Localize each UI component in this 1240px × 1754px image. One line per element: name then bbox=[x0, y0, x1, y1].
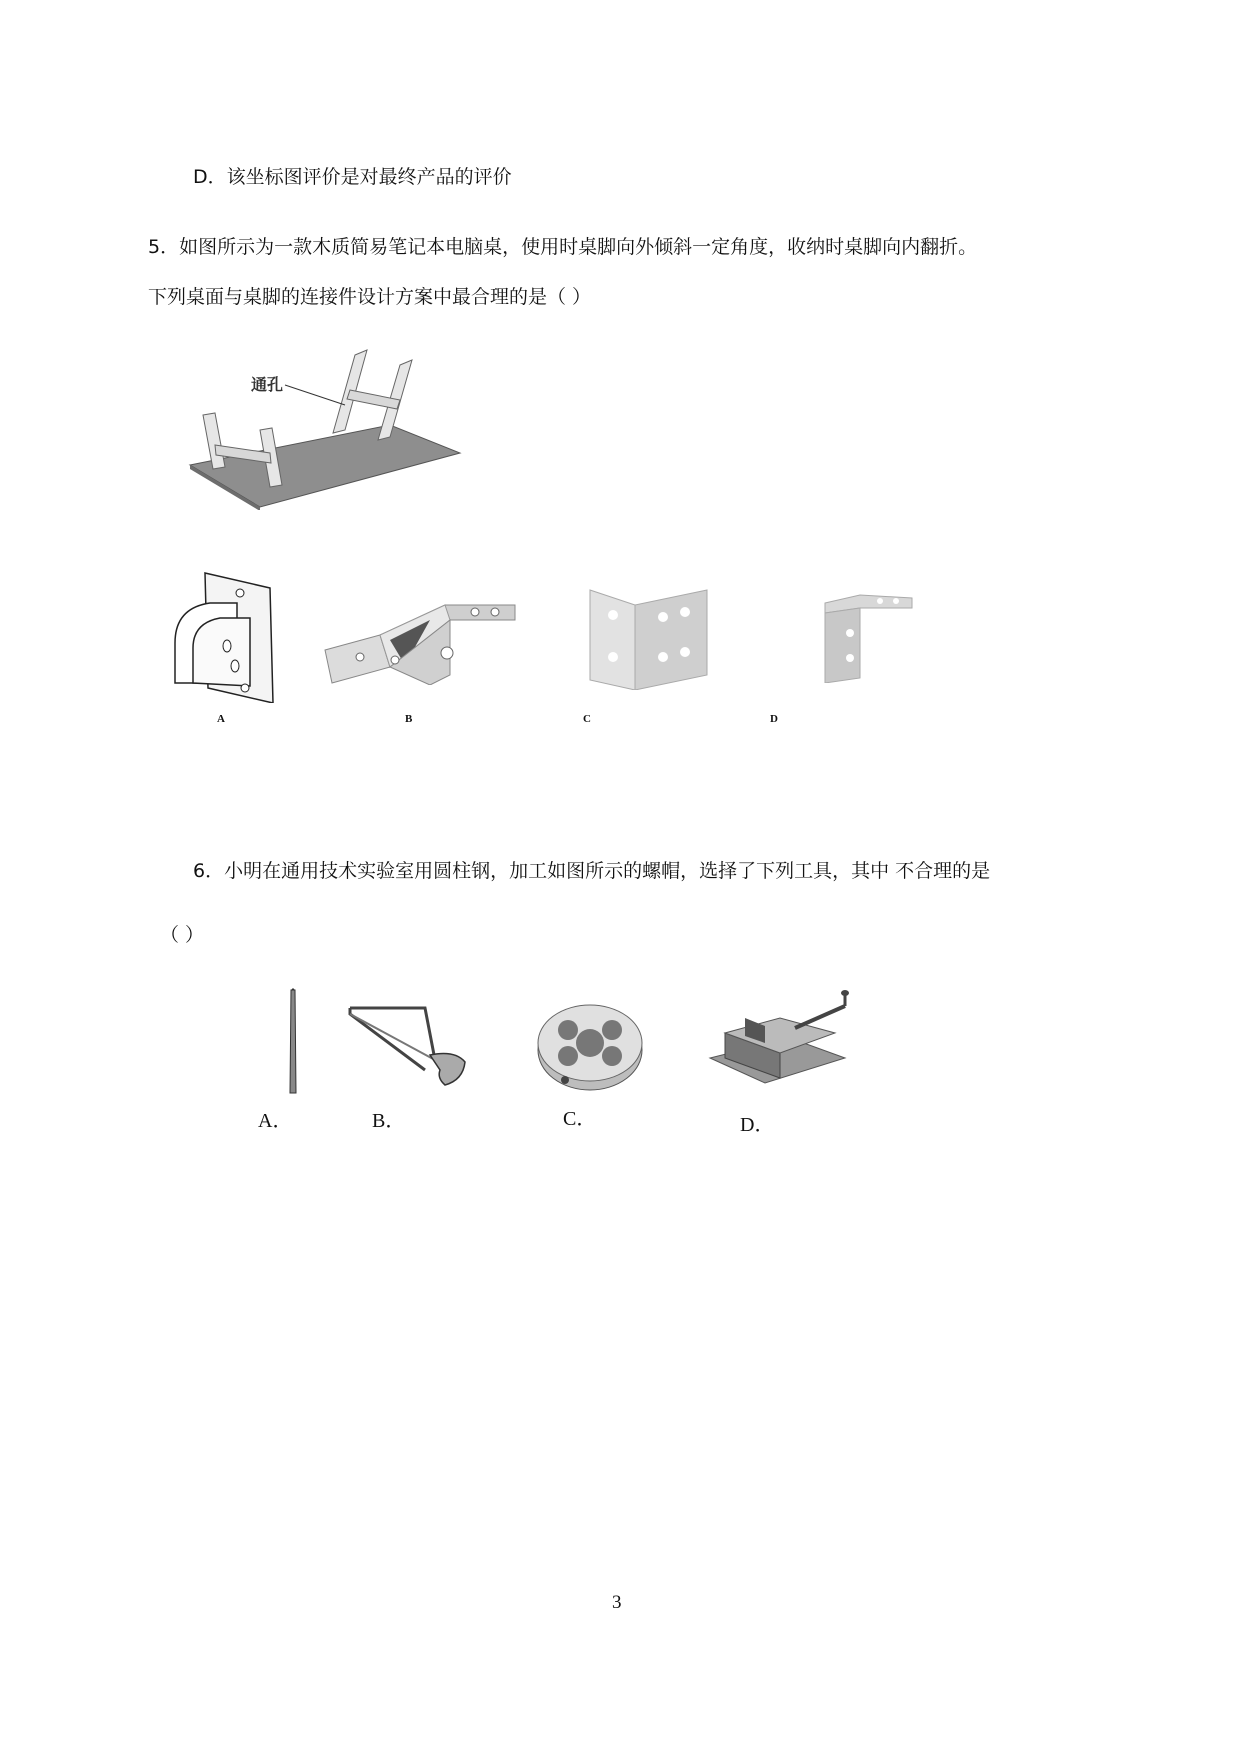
q6-stem-line2: （ ） bbox=[160, 924, 205, 946]
q5-option-b-label: B bbox=[405, 713, 413, 725]
option-b-bracket-image bbox=[320, 595, 520, 685]
q5-stem-line2: 下列桌面与桌脚的连接件设计方案中最合理的是（ ） bbox=[148, 286, 592, 308]
q5-stem-line1: 5．如图所示为一款木质简易笔记本电脑桌，使用时桌脚向外倾斜一定角度，收纳时桌脚向内翻折。 bbox=[148, 236, 978, 258]
q5-option-d-label: D bbox=[770, 713, 778, 725]
q4-option-d: D．该坐标图评价是对最终产品的评价 bbox=[193, 166, 512, 188]
option-a-bracket-image bbox=[165, 568, 280, 703]
q6-option-b-label: B． bbox=[372, 1110, 406, 1132]
option-d-l-bracket-image bbox=[820, 593, 915, 683]
bench-vise-tool-image bbox=[705, 988, 855, 1093]
q6-option-a-label: A． bbox=[258, 1110, 293, 1132]
q5-option-c-label: C bbox=[583, 713, 591, 725]
option-c-angle-image bbox=[585, 585, 715, 690]
q6-option-d-label: D． bbox=[740, 1114, 775, 1136]
q6-option-c-label: C． bbox=[563, 1108, 597, 1130]
die-tool-image bbox=[535, 998, 645, 1093]
laptop-table-figure bbox=[185, 345, 470, 510]
scriber-tool-image bbox=[283, 988, 303, 1098]
through-hole-label: 通孔 bbox=[251, 375, 284, 394]
q5-option-a-label: A bbox=[217, 713, 225, 725]
q6-stem-line1: 6．小明在通用技术实验室用圆柱钢，加工如图所示的螺帽，选择了下列工具，其中 不合理的是 bbox=[193, 860, 991, 882]
hacksaw-tool-image bbox=[345, 1000, 470, 1090]
page-number: 3 bbox=[612, 1592, 622, 1613]
